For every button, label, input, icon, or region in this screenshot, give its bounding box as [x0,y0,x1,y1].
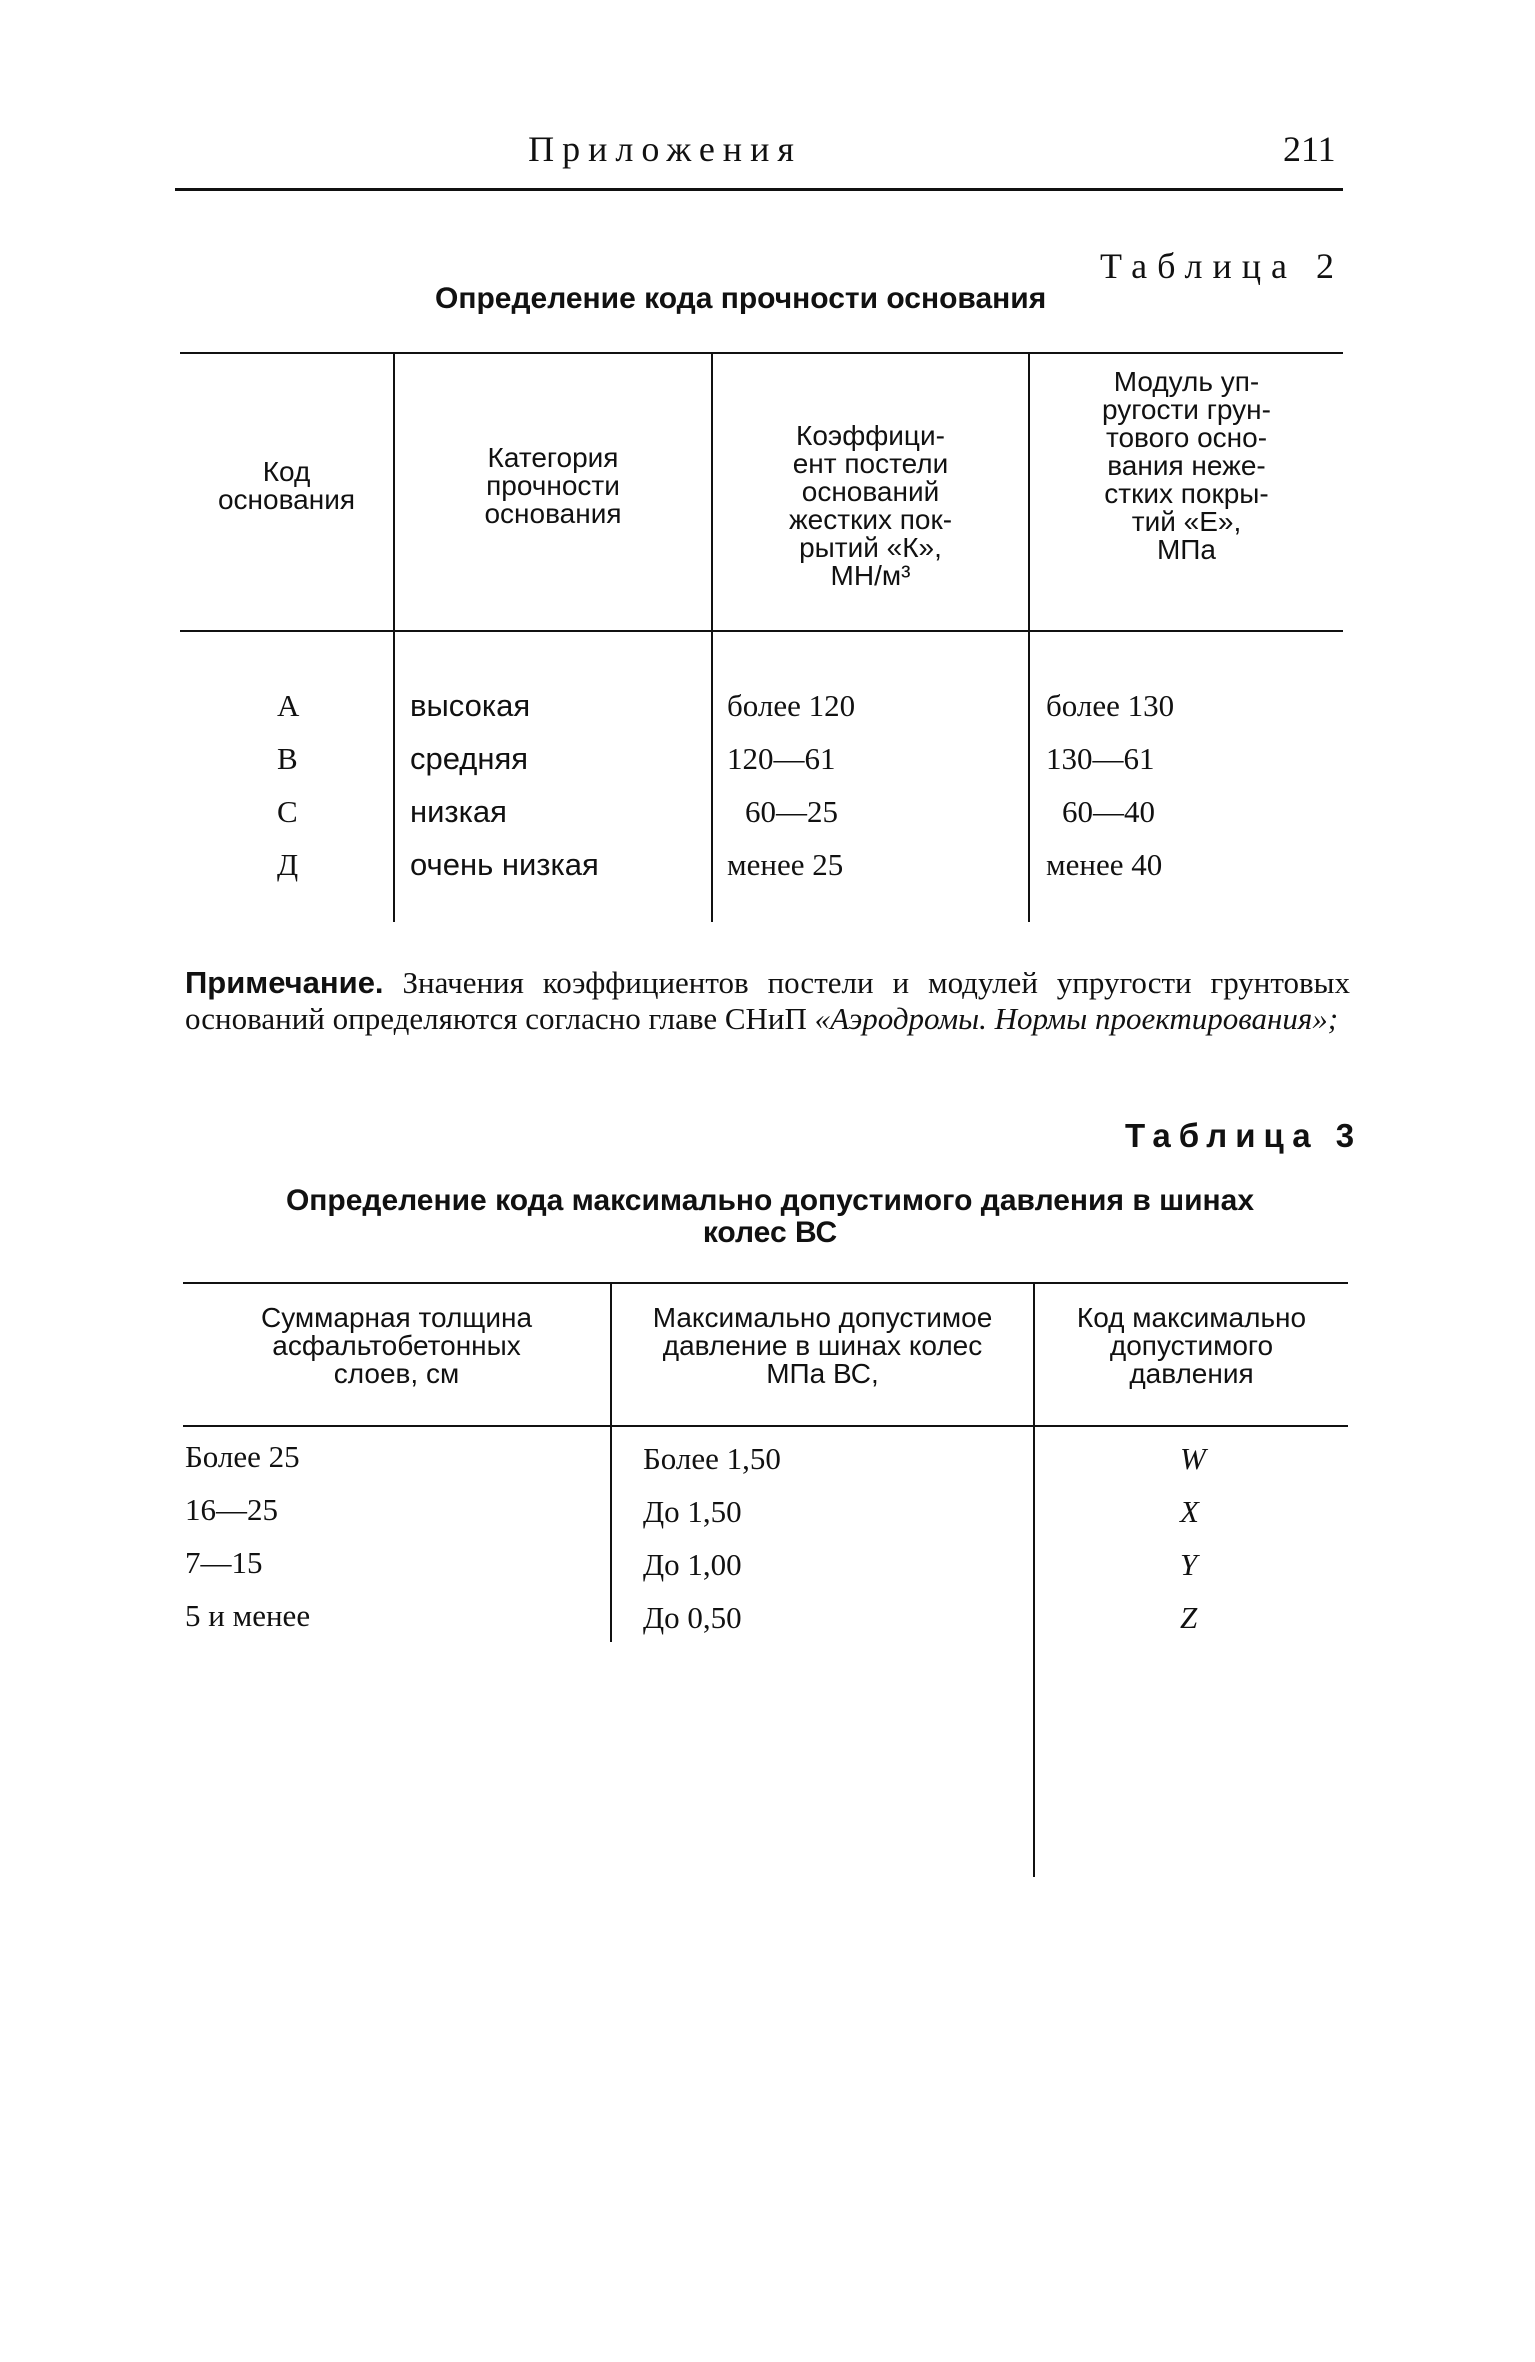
table2-cell: более 120 [727,688,856,723]
table2-col-divider [393,352,395,922]
table3-cell: X [1180,1494,1199,1529]
table2-cell: более 130 [1046,688,1175,723]
table3-header-rule [183,1425,1348,1427]
note-label: Примечание. [185,965,384,1000]
note-italic-text: «Аэродромы. Нормы проектирования»; [814,1001,1339,1036]
running-header: Приложения [528,129,802,169]
table3-cell: Более 1,50 [643,1441,781,1476]
table3-title: Определение кода максимально допустимого давления в шинах колес ВС [285,1184,1255,1249]
table3-cell: До 0,50 [643,1600,742,1635]
table2-cell: низкая [410,794,507,829]
table3-label: Таблица 3 [1125,1117,1363,1154]
table2-cell: менее 25 [727,847,844,882]
table3-cell: Y [1180,1547,1198,1582]
page-number: 211 [1283,129,1336,169]
table2-header-cell: Код основания [217,456,355,515]
header-rule [175,188,1343,191]
table3-cell: 16—25 [185,1492,278,1527]
table2-cell: 120—61 [727,741,836,776]
table3-header-cell: Максимально допустимое давление в шинах колес МПа ВС, [652,1302,993,1389]
table2-cell: средняя [410,741,529,776]
table2-title: Определение кода прочности основания [435,282,1047,315]
table2-label: Таблица 2 [1100,246,1344,286]
table2-cell: менее 40 [1046,847,1163,882]
table2-cell: А [277,688,300,723]
table2-cell: очень низкая [410,847,599,882]
table3-cell: 5 и менее [185,1598,311,1633]
table3-top-rule [183,1282,1348,1284]
table3-cell: До 1,50 [643,1494,742,1529]
table2-cell: В [277,741,298,776]
table2-header-rule [180,630,1343,632]
note-text: Значения коэффициентов постели и модулей упругости грунтовых оснований определяются согласно главе СНиП [185,965,1351,1036]
table3-cell: 7—15 [185,1545,263,1580]
table2-header-cell: Категория прочности основания [484,442,622,529]
table2-top-rule [180,352,1343,354]
table3-cell: Z [1180,1600,1198,1635]
table2-cell: С [277,794,298,829]
table2-header-cell: Коэффици- ент постели оснований жестких пок- рытий «К», МН/м³ [788,420,953,591]
table2-cell: 60—40 [1062,794,1155,829]
table2-header-cell: Модуль уп- ругости грун- тового осно- вания неже- стких покры- тий «Е», МПа [1102,366,1271,565]
table3-cell: До 1,00 [643,1547,742,1582]
table3-cell: W [1180,1441,1206,1476]
table2-cell: Д [277,847,299,882]
table3-header-cell: Суммарная толщина асфальтобетонных слоев, см [260,1302,533,1389]
table2-cell: высокая [410,688,531,723]
table3-header-cell: Код максимально допустимого давления [1076,1302,1307,1389]
table2-cell: 60—25 [745,794,838,829]
table2-cell: 130—61 [1046,741,1155,776]
table3-cell: Более 25 [185,1439,300,1474]
table2-note [185,965,1350,1037]
